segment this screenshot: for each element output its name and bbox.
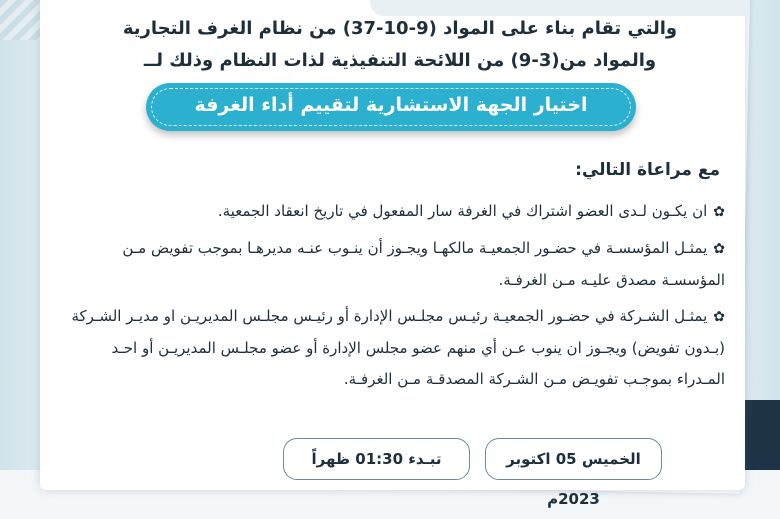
title-banner [146, 83, 636, 131]
condition-text: يمثـل المؤسسـة في حضـور الجمعيـة مالكهـا ويجـوز أن ينـوب عنـه مديرهـا بموجب تفويض مـن المؤسسـة مصدق عليـه مـن الغرفـة. [122, 239, 725, 289]
condition-item [65, 233, 725, 296]
condition-item [65, 301, 725, 395]
condition-text: يمثـل الشـركة في حضـور الجمعيـة رئيـس مجلـس الإدارة أو رئيـس مجلـس المديريـن او مديـر الشـركة (بـدون تفويض) ويجـوز ان ينوب عـن أي منهم عضو مجلس الإدارة أو عضو مجلـس المديريـن أو احـد المـدراء بموجـب تفويـض مـن الشـركة المصدقـة مـن الغرفـة. [71, 307, 725, 388]
banner-pill [146, 83, 636, 131]
intro-line-1: والتي تقام بناء على المواد (9-10-37) من نظام الغرف التجارية [122, 18, 678, 39]
banner-title: اختيار الجهة الاستشارية لتقييم أداء الغرفة [194, 94, 588, 116]
condition-text: ان يكـون لـدى العضو اشتراك في الغرفة سار المفعول في تاريخ انعقاد الجمعية. [217, 202, 708, 220]
flower-bullet-icon: ✿ [713, 241, 725, 257]
condition-item [65, 196, 725, 228]
date-badge: الخميس 05 اكتوبر 2023م [485, 438, 662, 480]
top-tab [370, 0, 750, 16]
time-badge: تبـدء 01:30 ظهراً [283, 438, 470, 480]
intro-line-2: والمواد من(3-9) من اللائحة التنفيذية لذات النظام وذلك لــ [143, 50, 657, 71]
flower-bullet-icon: ✿ [713, 309, 725, 325]
flower-bullet-icon: ✿ [713, 204, 725, 220]
conditions-title: مع مراعاة التالي: [575, 160, 720, 180]
